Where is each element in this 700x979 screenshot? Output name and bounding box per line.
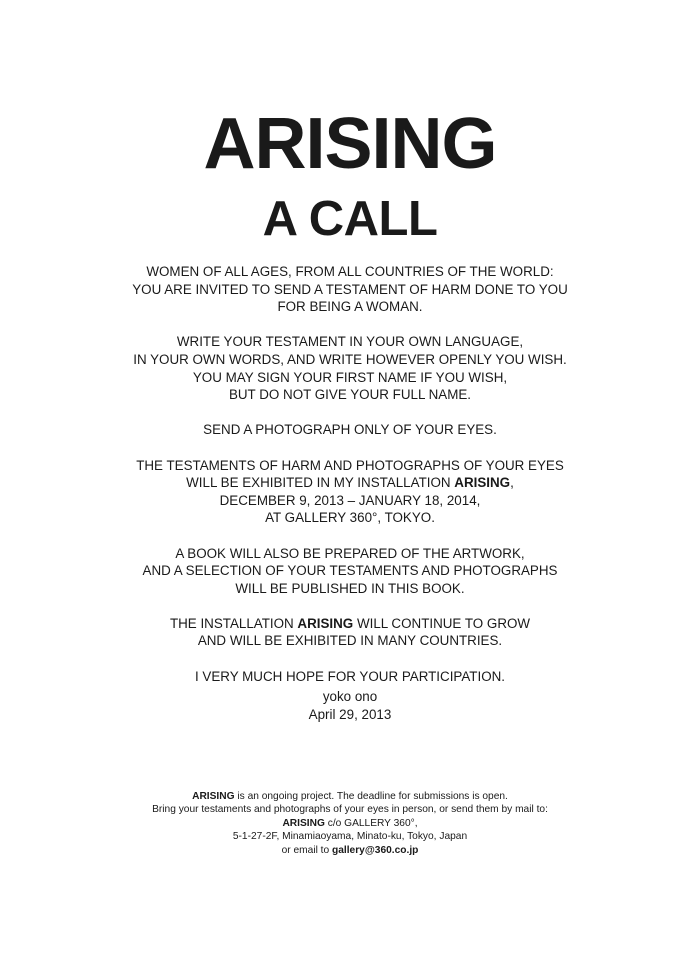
paragraph [0,333,700,403]
paragraph [0,668,700,686]
line-text: AND WILL BE EXHIBITED IN MANY COUNTRIES. [197,633,503,649]
line-text: A BOOK WILL ALSO BE PREPARED OF THE ARTWORK, [175,545,525,561]
footer-info [0,790,700,857]
page-title: ARISING [203,104,497,184]
paragraph [0,421,700,439]
line-text: WILL BE EXHIBITED IN MY INSTALLATION [186,475,455,491]
paragraph [0,457,700,527]
emphasis-text: ARISING [297,615,354,631]
paragraph-line [0,668,700,686]
paragraph-line [0,509,700,527]
paragraph-line [0,492,700,510]
line-text: FOR BEING A WOMAN. [277,299,423,315]
footer-address-street: 5-1-27-2F, Minamiaoyama, Minato-ku, Tokyo, Japan [232,831,468,843]
line-text: AND A SELECTION OF YOUR TESTAMENTS AND PHOTOGRAPHS [142,563,558,579]
paragraph-line [0,351,700,369]
paragraph [0,545,700,598]
footer-email-link[interactable]: gallery@360.co.jp [332,844,419,856]
paragraph-line [0,632,700,650]
line-text: YOU MAY SIGN YOUR FIRST NAME IF YOU WISH, [192,369,508,385]
footer-address-care-of: c/o GALLERY 360°, [324,817,418,829]
line-text: WOMEN OF ALL AGES, FROM ALL COUNTRIES OF THE WORLD: [146,264,554,279]
paragraph-line [0,615,700,633]
line-text: DECEMBER 9, 2013 – JANUARY 18, 2014, [219,492,481,508]
line-text: SEND A PHOTOGRAPH ONLY OF YOUR EYES. [203,422,497,438]
footer-line-1 [0,790,700,803]
footer-line-2: Bring your testaments and photographs of your eyes in person, or send them by mail to: [152,804,548,816]
paragraph [0,615,700,650]
line-text: , [510,475,514,491]
line-text: IN YOUR OWN WORDS, AND WRITE HOWEVER OPENLY YOU WISH. [133,351,567,367]
paragraph [0,263,700,316]
line-text: YOU ARE INVITED TO SEND A TESTAMENT OF HARM DONE TO YOU [132,281,568,297]
paragraph-line [0,580,700,598]
paragraph-line [0,369,700,387]
footer-project-name: ARISING [192,791,235,802]
paragraph-line [0,562,700,580]
line-text: AT GALLERY 360°, TOKYO. [265,510,435,526]
line-text: WILL BE PUBLISHED IN THIS BOOK. [235,580,465,596]
line-text: THE INSTALLATION [169,615,298,631]
signature-name: yoko ono [322,689,378,704]
page-subtitle: A CALL [262,192,438,246]
footer-line-3 [0,817,700,830]
emphasis-text: ARISING [454,475,511,491]
paragraph-line [0,421,700,439]
paragraph-line [0,457,700,475]
footer-deadline-text: is an ongoing project. The deadline for submissions is open. [234,791,508,802]
footer-line-5 [0,844,700,857]
paragraph-line [0,386,700,404]
line-text: WILL CONTINUE TO GROW [353,615,531,631]
paragraph-line [0,281,700,299]
line-text: WRITE YOUR TESTAMENT IN YOUR OWN LANGUAGE, [176,334,524,350]
signature-block [0,688,700,723]
line-text: BUT DO NOT GIVE YOUR FULL NAME. [228,387,472,403]
paragraph-line [0,263,700,281]
paragraph-line [0,298,700,316]
footer-email-prefix: or email to [281,844,332,856]
call-body [0,263,700,703]
paragraph-line [0,474,700,492]
paragraph-line [0,333,700,351]
signature-date: April 29, 2013 [308,706,392,722]
footer-address-name: ARISING [282,817,325,829]
line-text: THE TESTAMENTS OF HARM AND PHOTOGRAPHS OF YOUR EYES [136,457,564,473]
paragraph-line [0,545,700,563]
line-text: I VERY MUCH HOPE FOR YOUR PARTICIPATION. [194,668,505,684]
